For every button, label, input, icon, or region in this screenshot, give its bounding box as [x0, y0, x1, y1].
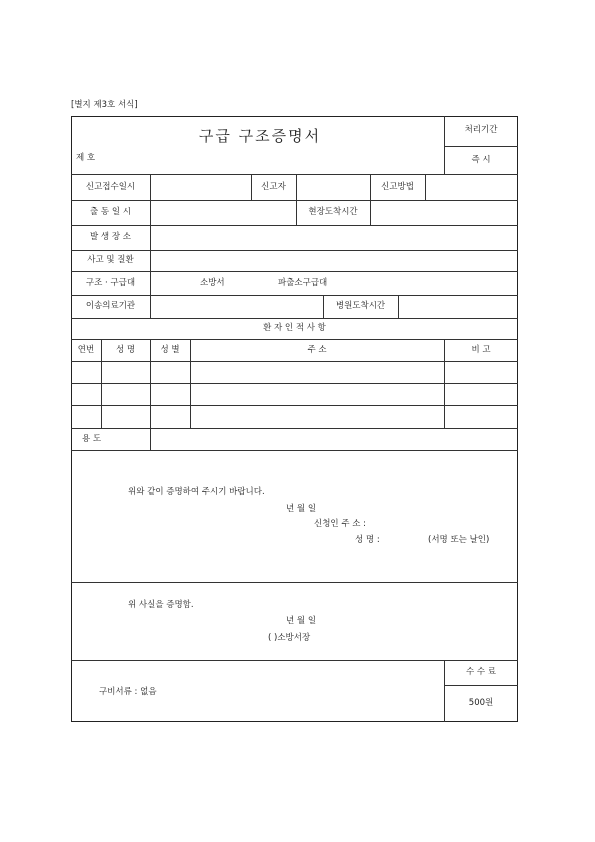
signature-note: (서명 또는 날인): [428, 535, 490, 545]
applicant-address-label: 신청인 주 소 :: [314, 519, 367, 529]
dispatch-time-label: 출 동 일 시: [90, 207, 131, 217]
processing-period-value: 즉 시: [471, 155, 491, 165]
fire-station-label: 소방서: [200, 278, 225, 288]
issuer-label: ( )소방서장: [268, 633, 311, 643]
column-header-remarks: 비 고: [471, 345, 491, 355]
certify-date: 년 월 일: [286, 616, 317, 626]
certify-statement: 위 사실을 증명함.: [128, 600, 194, 610]
column-header-address: 주 소: [307, 345, 327, 355]
fee-value: 500원: [468, 698, 494, 708]
request-statement: 위와 같이 증명하여 주시기 바랍니다.: [128, 487, 265, 497]
hospital-arrival-label: 병원도착시간: [335, 301, 386, 311]
form-title: 구급 구조증명서: [198, 127, 322, 145]
column-header-number: 연번: [77, 345, 95, 355]
request-date: 년 월 일: [286, 504, 317, 514]
form-label: [별지 제3호 서식]: [71, 100, 138, 110]
column-header-gender: 성 별: [160, 345, 180, 355]
fee-label: 수 수 료: [465, 667, 497, 677]
substation-label: 파출소구급대: [278, 278, 328, 288]
location-label: 발 생 장 소: [90, 232, 131, 242]
report-method-label: 신고방법: [381, 182, 414, 192]
transfer-hospital-label: 이송의료기관: [85, 301, 136, 311]
document-number-label: 제 호: [76, 153, 96, 163]
purpose-label: 용 도: [82, 434, 102, 444]
patient-section-label: 환 자 인 적 사 항: [263, 323, 326, 333]
column-header-name: 성 명: [115, 345, 136, 355]
processing-period-label: 처리기간: [464, 125, 498, 135]
scene-arrival-label: 현장도착시간: [308, 207, 358, 217]
applicant-name-label: 성 명 :: [355, 535, 380, 545]
report-received-label: 신고접수일시: [85, 182, 136, 192]
reporter-label: 신고자: [261, 182, 286, 192]
certificate-form: [71, 116, 518, 722]
required-documents: 구비서류 : 없음: [99, 687, 157, 697]
rescue-team-label: 구조 · 구급대: [85, 278, 136, 288]
accident-label: 사고 및 질환: [87, 255, 134, 265]
